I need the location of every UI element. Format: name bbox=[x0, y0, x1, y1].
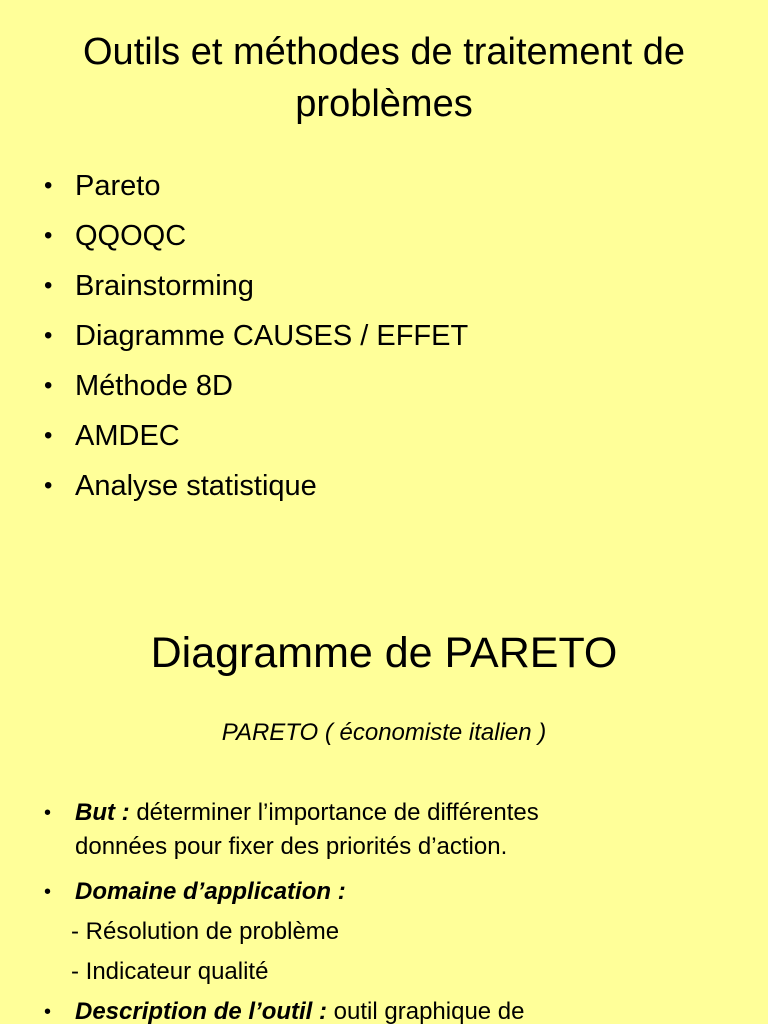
bullet-icon: • bbox=[44, 802, 52, 824]
but-text-line2: données pour fixer des priorités d’action. bbox=[75, 833, 508, 860]
list-item bbox=[44, 163, 468, 213]
bullet-icon: • bbox=[44, 272, 53, 299]
bullet-icon: • bbox=[44, 1001, 52, 1023]
slide2-subtitle: PARETO ( économiste italien ) bbox=[221, 719, 547, 746]
but-text-line1: déterminer l’importance de différentes bbox=[129, 799, 539, 826]
list-item-label: Pareto bbox=[75, 170, 161, 202]
list-item bbox=[44, 363, 468, 413]
list-item-label: Brainstorming bbox=[75, 270, 254, 302]
bullet-icon: • bbox=[44, 322, 53, 349]
but-item bbox=[44, 796, 744, 872]
pareto-details bbox=[44, 796, 744, 1024]
slide1-title-line2: problèmes bbox=[295, 83, 473, 125]
list-item bbox=[44, 413, 468, 463]
slide1-title-line1: Outils et méthodes de traitement de bbox=[83, 31, 685, 73]
bullet-icon: • bbox=[44, 172, 53, 199]
description-text: outil graphique de bbox=[327, 998, 525, 1024]
list-item bbox=[44, 263, 468, 313]
list-item-label: Diagramme CAUSES / EFFET bbox=[75, 320, 469, 352]
list-item-label: QQOQC bbox=[75, 220, 187, 252]
slide1-title bbox=[0, 26, 768, 130]
bullet-icon: • bbox=[44, 422, 53, 449]
bullet-icon: • bbox=[44, 372, 53, 399]
tools-list bbox=[44, 163, 468, 513]
list-item-label: Analyse statistique bbox=[75, 470, 317, 502]
but-heading: But : bbox=[75, 799, 130, 826]
bullet-icon: • bbox=[44, 472, 53, 499]
but-line1 bbox=[75, 796, 744, 830]
list-item bbox=[44, 213, 468, 263]
domaine-sub-item: - Résolution de problème bbox=[71, 918, 340, 945]
bullet-icon: • bbox=[44, 881, 52, 903]
list-item-label: AMDEC bbox=[75, 420, 180, 452]
domaine-heading: Domaine d’application : bbox=[75, 878, 346, 905]
list-item bbox=[44, 463, 468, 513]
description-item bbox=[44, 992, 744, 1024]
list-item bbox=[44, 313, 468, 363]
domaine-sub-item: - Indicateur qualité bbox=[71, 958, 269, 985]
description-heading: Description de l’outil : bbox=[75, 998, 328, 1024]
domaine-item bbox=[44, 872, 744, 912]
slide2-title: Diagramme de PARETO bbox=[150, 629, 618, 677]
list-item-label: Méthode 8D bbox=[75, 370, 233, 402]
bullet-icon: • bbox=[44, 222, 53, 249]
